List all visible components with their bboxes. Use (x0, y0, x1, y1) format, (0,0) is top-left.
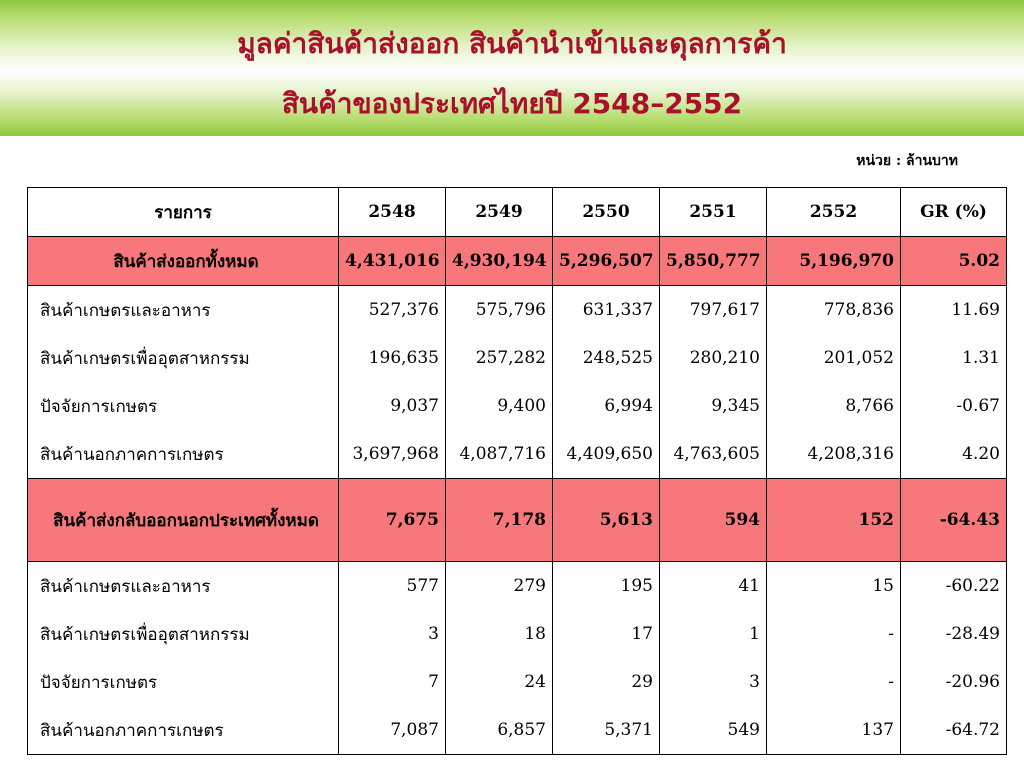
column-header: รายการ (28, 188, 339, 237)
cell-value: 7,087 (339, 706, 446, 755)
cell-value: - (767, 610, 901, 658)
cell-value: 4,409,650 (553, 430, 660, 479)
table-row-total-reexports (28, 479, 1007, 562)
table-row-total-exports (28, 237, 1007, 286)
row-label: สินค้านอกภาคการเกษตร (28, 430, 339, 479)
cell-value: 4,431,016 (339, 237, 446, 286)
column-header: 2552 (767, 188, 901, 237)
cell-value: 631,337 (553, 286, 660, 335)
unit-note: หน่วย : ล้านบาท (856, 153, 958, 169)
cell-value: 3,697,968 (339, 430, 446, 479)
cell-value: 4,763,605 (660, 430, 767, 479)
cell-value: 5,850,777 (660, 237, 767, 286)
row-label: สินค้าเกษตรเพื่ออุตสาหกรรม (28, 610, 339, 658)
cell-value: 5,613 (553, 479, 660, 562)
cell-value: 6,994 (553, 382, 660, 430)
table-row (28, 706, 1007, 755)
column-header: 2550 (553, 188, 660, 237)
cell-growth-rate: -28.49 (901, 610, 1007, 658)
cell-value: 5,296,507 (553, 237, 660, 286)
cell-value: 279 (446, 562, 553, 611)
cell-value: 137 (767, 706, 901, 755)
table-row (28, 430, 1007, 479)
cell-value: 7,675 (339, 479, 446, 562)
page-title-line1: มูลค่าสินค้าส่งออก สินค้านำเข้าและดุลการค้า (237, 27, 787, 60)
cell-value: 9,345 (660, 382, 767, 430)
page-title-line2: สินค้าของประเทศไทยปี 2548–2552 (281, 87, 743, 120)
table-row (28, 286, 1007, 335)
cell-value: 152 (767, 479, 901, 562)
row-label: สินค้าส่งกลับออกนอกประเทศทั้งหมด (28, 479, 339, 562)
cell-value: 3 (660, 658, 767, 706)
column-header: GR (%) (901, 188, 1007, 237)
cell-value: 4,930,194 (446, 237, 553, 286)
cell-value: 280,210 (660, 334, 767, 382)
row-label: ปัจจัยการเกษตร (28, 658, 339, 706)
cell-value: 797,617 (660, 286, 767, 335)
cell-value: 24 (446, 658, 553, 706)
cell-growth-rate: 4.20 (901, 430, 1007, 479)
cell-value: 41 (660, 562, 767, 611)
cell-value: 5,196,970 (767, 237, 901, 286)
cell-growth-rate: -64.43 (901, 479, 1007, 562)
row-label: ปัจจัยการเกษตร (28, 382, 339, 430)
cell-growth-rate: -64.72 (901, 706, 1007, 755)
cell-value: 196,635 (339, 334, 446, 382)
cell-value: 4,087,716 (446, 430, 553, 479)
cell-value: 778,836 (767, 286, 901, 335)
row-label: สินค้าเกษตรและอาหาร (28, 562, 339, 611)
cell-growth-rate: 11.69 (901, 286, 1007, 335)
cell-value: 577 (339, 562, 446, 611)
cell-growth-rate: -60.22 (901, 562, 1007, 611)
table-row (28, 562, 1007, 611)
cell-growth-rate: -0.67 (901, 382, 1007, 430)
cell-value: 17 (553, 610, 660, 658)
row-label: สินค้าเกษตรเพื่ออุตสาหกรรม (28, 334, 339, 382)
cell-growth-rate: 5.02 (901, 237, 1007, 286)
cell-value: 7 (339, 658, 446, 706)
cell-value: - (767, 658, 901, 706)
cell-value: 549 (660, 706, 767, 755)
cell-value: 9,037 (339, 382, 446, 430)
cell-value: 195 (553, 562, 660, 611)
table-header-row (28, 188, 1007, 237)
cell-value: 9,400 (446, 382, 553, 430)
cell-value: 575,796 (446, 286, 553, 335)
row-label: สินค้าเกษตรและอาหาร (28, 286, 339, 335)
table-row (28, 334, 1007, 382)
cell-value: 29 (553, 658, 660, 706)
cell-value: 6,857 (446, 706, 553, 755)
column-header: 2549 (446, 188, 553, 237)
cell-value: 4,208,316 (767, 430, 901, 479)
column-header: 2551 (660, 188, 767, 237)
cell-value: 201,052 (767, 334, 901, 382)
row-label: สินค้าส่งออกทั้งหมด (28, 237, 339, 286)
cell-growth-rate: 1.31 (901, 334, 1007, 382)
cell-value: 7,178 (446, 479, 553, 562)
cell-value: 248,525 (553, 334, 660, 382)
table-row (28, 382, 1007, 430)
column-header: 2548 (339, 188, 446, 237)
row-label: สินค้านอกภาคการเกษตร (28, 706, 339, 755)
cell-value: 1 (660, 610, 767, 658)
cell-value: 5,371 (553, 706, 660, 755)
cell-value: 3 (339, 610, 446, 658)
cell-value: 8,766 (767, 382, 901, 430)
cell-value: 18 (446, 610, 553, 658)
cell-value: 594 (660, 479, 767, 562)
trade-value-table (27, 187, 1007, 755)
table-row (28, 658, 1007, 706)
cell-growth-rate: -20.96 (901, 658, 1007, 706)
table-row (28, 610, 1007, 658)
cell-value: 527,376 (339, 286, 446, 335)
cell-value: 257,282 (446, 334, 553, 382)
cell-value: 15 (767, 562, 901, 611)
